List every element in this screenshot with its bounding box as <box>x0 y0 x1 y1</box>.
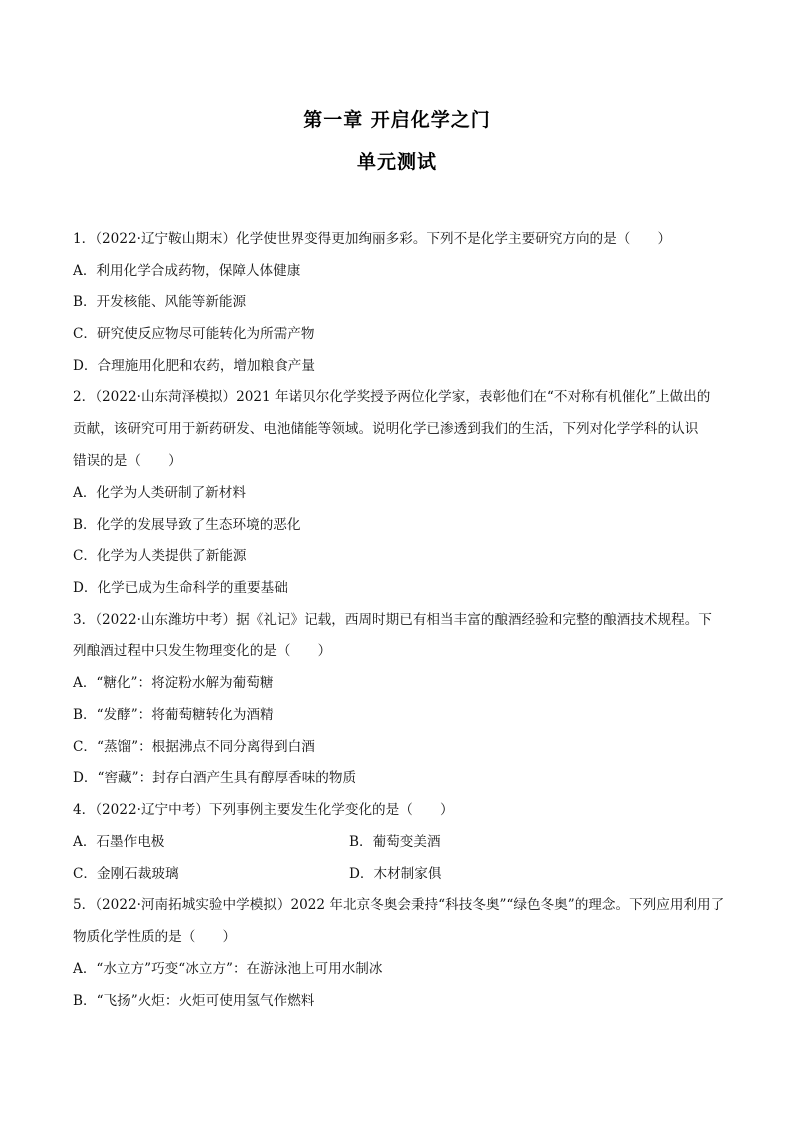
question-2-option-d: D．化学已成为生命科学的重要基础 <box>73 580 288 596</box>
question-2-stem-line-1: 2．（2022·山东菏泽模拟）2021 年诺贝尔化学奖授予两位化学家，表彰他们在“不对称有机催化”上做出的 <box>73 389 711 405</box>
question-1-option-b: B．开发核能、风能等新能源 <box>73 294 247 310</box>
question-4-stem: 4．（2022·辽宁中考）下列事例主要发生化学变化的是（ ） <box>73 802 454 818</box>
question-3-option-c: C．“蒸馏”：根据沸点不同分离得到白酒 <box>73 739 315 755</box>
question-2-stem-line-3: 错误的是（ ） <box>73 453 182 469</box>
question-2-stem-line-2: 贡献，该研究可用于新药研发、电池储能等领域。说明化学已渗透到我们的生活，下列对化学学科的认识 <box>73 421 699 437</box>
page-subtitle: 单元测试 <box>356 151 437 173</box>
question-5-option-b: B．“飞扬”火炬：火炬可使用氢气作燃料 <box>73 993 315 1009</box>
question-4-option-a: A．石墨作电极 <box>73 834 165 850</box>
question-2-option-b: B．化学的发展导致了生态环境的恶化 <box>73 517 301 533</box>
question-2-option-a: A．化学为人类研制了新材料 <box>73 485 246 501</box>
question-5-option-a: A．“水立方”巧变“冰立方”：在游泳池上可用水制冰 <box>73 961 383 977</box>
question-3-option-a: A．“糖化”：将淀粉水解为葡萄糖 <box>73 675 274 691</box>
question-1-stem: 1．（2022·辽宁鞍山期末）化学使世界变得更加绚丽多彩。下列不是化学主要研究方向的是（ ） <box>73 231 672 247</box>
question-2-option-c: C．化学为人类提供了新能源 <box>73 548 247 564</box>
question-1-option-d: D．合理施用化肥和农药，增加粮食产量 <box>73 358 315 374</box>
question-4-option-b: B．葡萄变美酒 <box>349 834 441 850</box>
question-1-option-c: C．研究使反应物尽可能转化为所需产物 <box>73 326 315 342</box>
question-3-stem-line-1: 3．（2022·山东潍坊中考）据《礼记》记载，西周时期已有相当丰富的酿酒经验和完整的酿酒技术规程。下 <box>73 612 712 628</box>
question-3-option-d: D．“窖藏”：封存白酒产生具有醇厚香味的物质 <box>73 770 357 786</box>
question-5-stem-line-1: 5．（2022·河南拓城实验中学模拟）2022 年北京冬奥会秉持“科技冬奥”“绿色冬奥”的理念。下列应用利用了 <box>73 897 725 913</box>
question-5-stem-line-2: 物质化学性质的是（ ） <box>73 929 237 945</box>
page-title: 第一章 开启化学之门 <box>303 109 491 131</box>
question-4-option-d: D．木材制家俱 <box>349 866 442 882</box>
question-3-option-b: B．“发酵”：将葡萄糖转化为酒精 <box>73 707 274 723</box>
question-4-option-c: C．金刚石裁玻璃 <box>73 866 179 882</box>
question-1-option-a: A．利用化学合成药物，保障人体健康 <box>73 263 301 279</box>
question-3-stem-line-2: 列酿酒过程中只发生物理变化的是（ ） <box>73 643 332 659</box>
